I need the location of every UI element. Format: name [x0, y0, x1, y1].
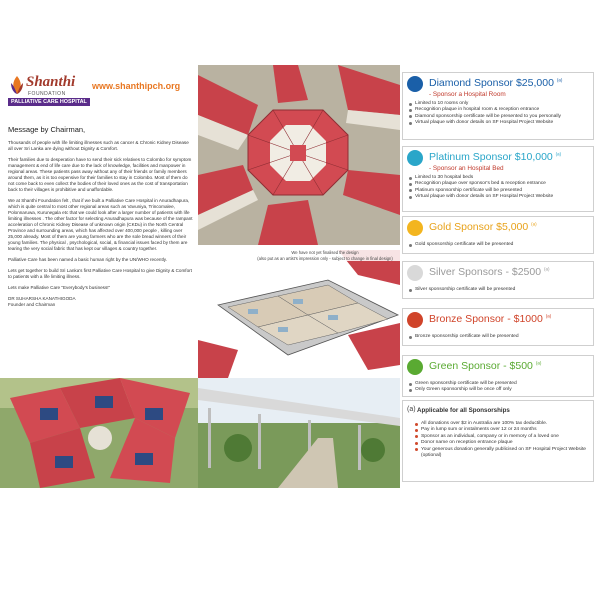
message-paragraph: Their families due to desperation have to send their sick relatives to Colombo for symptom management & end of life care due to the lack of knowledge, facilities and manpower in regional areas. These patients pass away without any of their friends or family members around them, as it is too expensive for their families to stay in Colombo. Most of them do not come back to even collect the bodies of their loved ones as the cost of transportation back to their villages is prohibitive and unaffordable.: [8, 157, 192, 192]
sponsor-title: Platinum Sponsor $10,000 $^{(a)}$: [429, 151, 562, 163]
list-item: Pay in lump sum or instalments over 12 or 24 months: [421, 427, 589, 433]
diamond-badge-icon: [407, 76, 423, 92]
sponsor-card-platinum: [402, 146, 594, 212]
sponsor-subtitle: - Sponsor an Hospital Bed: [429, 165, 504, 172]
sponsor-title: Gold Sponsor $5,000 $^{(a)}$: [429, 221, 537, 233]
sponsor-card-bronze: [402, 308, 594, 346]
sponsor-subtitle: - Sponsor a Hospital Room: [429, 91, 506, 98]
list-item: Diamond sponsorship certificate will be presented to you personally: [415, 114, 589, 120]
floor-plan-rendering: [198, 245, 400, 378]
solar-roof-rendering: [0, 378, 198, 488]
sponsor-title: Diamond Sponsor $25,000 $^{(a)}$: [429, 77, 563, 89]
list-item: All donations over $2 in Australia are 100% tax deductible.: [421, 421, 589, 427]
applicable-all-sponsorships: [402, 400, 594, 482]
courtyard-walkway-rendering: [198, 378, 400, 488]
list-item: Limited to 10 rooms only: [415, 101, 589, 107]
list-item: Green sponsorship certificate will be presented: [415, 381, 589, 387]
signature-role: Founder and Chairman: [8, 302, 56, 307]
sponsor-benefits: [403, 242, 593, 250]
list-item: Virtual plaque with donor details on SF Hospital Project Website: [415, 194, 589, 200]
green-badge-icon: [407, 359, 423, 375]
list-item: Limited to 30 hospital beds: [415, 175, 589, 181]
sponsor-card-green: [402, 355, 594, 397]
chairman-message: [8, 140, 194, 308]
sponsor-title: Silver Sponsors - $2500 $^{(a)}$: [429, 266, 550, 278]
message-paragraph: Thousands of people with life limiting illnesses such as cancer & Chronic Kidney Disease all over Sri Lanka are dying without Dignity & Comfort.: [8, 140, 189, 151]
caption-line-2: (also put as an artist's impression only - subject to change in final design): [257, 255, 393, 261]
list-item: Bronze sponsorship certificate will be presented: [415, 334, 589, 340]
sponsor-benefits: [403, 287, 593, 295]
sponsor-card-diamond: [402, 72, 594, 140]
list-item: Virtual plaque with donor details on SF Hospital Project Website: [415, 120, 589, 126]
list-item: Recognition plaque in hospital room & reception entrance: [415, 107, 589, 113]
sponsor-benefits: [403, 334, 593, 342]
sponsor-benefits: [403, 101, 593, 128]
message-title: Message by Chairman,: [8, 125, 86, 134]
signature-name: DR SUHARSHA KANATHIGODA: [8, 296, 76, 301]
platinum-badge-icon: [407, 150, 423, 166]
list-item: Only Green sponsorship will be once off only: [415, 387, 589, 393]
hospital-aerial-rendering: [198, 65, 400, 245]
list-item: Donor name on reception entrance plaque: [421, 440, 589, 446]
list-item: Silver sponsorship certificate will be presented: [415, 287, 589, 293]
website-link[interactable]: www.shanthipch.org: [92, 81, 181, 91]
bronze-badge-icon: [407, 312, 423, 328]
sponsor-title: Bronze Sponsor - $1000 $^{(a)}$: [429, 313, 552, 325]
list-item: Recognition plaque over sponsor's bed & reception entrance: [415, 181, 589, 187]
shanthi-logo: [6, 74, 91, 114]
applicable-title: Applicable for all Sponsorships: [417, 407, 510, 414]
gold-badge-icon: [407, 220, 423, 236]
logo-tagline: PALLIATIVE CARE HOSPITAL: [8, 98, 90, 106]
list-item: Platinum sponsorship certificate will be presented: [415, 188, 589, 194]
message-paragraph: We at Shanthi Foundation felt , that if we built a Palliative Care Hospital in Anuradhapura, which is quite central to most other regional areas such as Vavuniya, Trincomalee, Polonnaruwa, Kurunegala etc that we could look after a larger number of patients with life limiting illnesses . The other factor for selecting Anuradhapura was because of the rampant acceleration of Chronic Kidney Disease of unknown origin (CKDu) in the North Central Province and surrounding areas, which has affected over 400,000 people , killing over 25,000 already. Most of them are young farmers who are the sole bread winners of their young families. The physical , psychological, social, & financial issues faced by them are tearing the very social fabric that has kept our villages & country together.: [8, 198, 193, 251]
logo-foundation: FOUNDATION: [28, 91, 66, 97]
lotus-emblem-icon: [8, 74, 26, 96]
sponsor-title: Green Sponsor - $500 $^{(a)}$: [429, 360, 542, 372]
caption-line-1: We have not yet finalised the design: [291, 250, 359, 255]
list-item: Sponsor as an individual, company or in memory of a loved one: [421, 434, 589, 440]
sponsor-card-gold: [402, 216, 594, 254]
silver-badge-icon: [407, 265, 423, 281]
message-paragraph: Lets make Palliative Care "Everybody's business!": [8, 285, 111, 290]
applicable-list: [421, 421, 589, 459]
sponsor-benefits: [403, 381, 593, 396]
list-item: Your generous donation generally publicised on SF Hospital Project Website (optional): [421, 447, 589, 460]
logo-brand: Shanthi: [26, 74, 76, 90]
footnote-marker: (a): [407, 406, 416, 413]
message-paragraph: Lets get together to build Sri Lanka's first Palliative Care Hospital to give Dignity & Comfort to patients with a life limiting illness.: [8, 268, 192, 279]
sponsor-card-silver: [402, 261, 594, 299]
sponsor-benefits: [403, 175, 593, 202]
list-item: Gold sponsorship certificate will be presented: [415, 242, 589, 248]
message-paragraph: Palliative Care has been named a basic human right by the UN/WHO recently.: [8, 257, 167, 262]
design-caption: [250, 250, 400, 261]
